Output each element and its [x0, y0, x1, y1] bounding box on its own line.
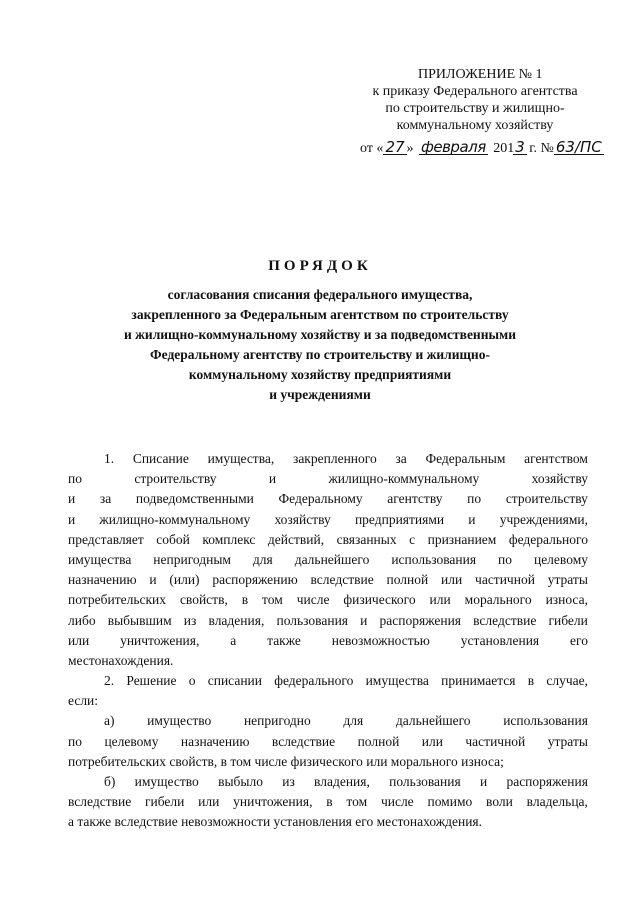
word: для [252, 551, 273, 567]
document-body [68, 449, 588, 833]
word: воли [486, 794, 513, 810]
word: установления [460, 632, 540, 648]
text-line [68, 570, 588, 590]
word: и [149, 572, 157, 588]
word: для [343, 713, 364, 729]
word: хозяйству [274, 511, 331, 527]
word: морального [464, 592, 532, 608]
word: свойств, [179, 592, 228, 608]
word: распоряжения [379, 612, 461, 628]
word: о [188, 673, 196, 689]
word: имущества [68, 551, 132, 567]
word: агентству [387, 491, 443, 507]
appendix-line-3: коммунальному хозяйству [396, 118, 554, 133]
text-line [68, 550, 588, 570]
word: собой [156, 531, 190, 547]
text-line [68, 671, 588, 691]
word: из [183, 612, 197, 628]
word: гибели [548, 612, 588, 628]
word: гибели [144, 794, 185, 810]
word: владения, [208, 612, 265, 628]
word: учреждениями, [499, 511, 588, 527]
word: а [230, 632, 237, 648]
subtitle-line: и жилищно-коммунальному хозяйству и за подведомственными [123, 327, 517, 342]
text-line-last [68, 691, 588, 711]
text-line [68, 772, 588, 792]
appendix-line-2: по строительству и жилищно- [385, 101, 565, 116]
word: и [479, 774, 488, 789]
word: или [429, 592, 451, 608]
word: утраты [547, 572, 588, 588]
word: строительству [134, 471, 217, 487]
word: Федеральным [425, 451, 506, 466]
word: б) [104, 774, 116, 789]
word: представляет [68, 531, 144, 547]
text-line [68, 732, 588, 752]
word: в [527, 673, 535, 689]
word: имущества [365, 673, 429, 689]
word: агентством [524, 451, 588, 466]
word: вследствие [473, 612, 537, 628]
word: дальнейшего [294, 551, 370, 567]
word: Списание [132, 451, 189, 466]
subtitle-line: закрепленного за Федеральным агентством по строительству [131, 307, 509, 322]
word: случае, [546, 673, 588, 689]
text-line-last [68, 752, 588, 772]
word: Решение [126, 673, 177, 689]
word: из [282, 774, 295, 789]
text-line [68, 792, 588, 812]
last-line-text: если: [68, 693, 99, 709]
last-line-text: местонахождения. [68, 652, 174, 668]
word: и [68, 491, 76, 507]
word: федерального [508, 531, 588, 547]
appendix-line-1: к приказу Федерального агентства [372, 84, 578, 99]
word: за [395, 451, 407, 466]
word: выбывшим [107, 612, 172, 628]
handwritten-order-number: 63/ПС [555, 138, 602, 156]
word: помимо [427, 794, 473, 810]
word: комплекс [202, 531, 256, 547]
word: списании [207, 673, 262, 689]
word: (или) [169, 572, 200, 588]
word: утраты [547, 733, 588, 749]
word: целевому [104, 733, 159, 749]
word: владения, [314, 774, 370, 789]
order-mid: » [406, 141, 414, 156]
word: за [99, 491, 112, 507]
word: дальнейшего [395, 713, 471, 729]
order-prefix: от « [360, 141, 384, 156]
text-line [68, 530, 588, 550]
word: Федеральному [278, 491, 363, 507]
word: невозможностью [331, 632, 430, 648]
word: или [421, 733, 443, 749]
word: имущество [134, 774, 199, 789]
word: распоряжения [506, 774, 588, 789]
word: распоряжению [212, 572, 298, 588]
word: либо [68, 612, 96, 628]
word: принимается [441, 673, 516, 689]
document-title: ПОРЯДОК [268, 258, 372, 274]
text-line-last [68, 651, 588, 671]
word: износа, [545, 592, 588, 608]
text-line [68, 590, 588, 610]
word: или [441, 572, 463, 588]
subtitle-line: Федеральному агентству по строительству и жилищно- [150, 347, 490, 362]
handwritten-day: 27 [385, 138, 405, 156]
word: уничтожения, [233, 794, 313, 810]
word: непригодным [153, 551, 231, 567]
word: хозяйству [531, 471, 588, 487]
word: физического [343, 592, 416, 608]
word: вследствие [310, 572, 374, 588]
word: в [326, 794, 333, 810]
paragraph-1 [68, 449, 588, 671]
word: связанных [336, 531, 397, 547]
subtitle-line: согласования списания федерального имущества, [167, 287, 473, 302]
word: закрепленного [292, 451, 377, 466]
handwritten-month: февраля [421, 138, 486, 156]
last-line-text: потребительских свойств, в том числе физического или морального износа; [68, 753, 504, 769]
word: и [268, 471, 277, 487]
text-line-last [68, 812, 588, 832]
word: жилищно-коммунальному [99, 511, 251, 527]
word: с [409, 531, 416, 547]
word: 2. [104, 673, 115, 689]
paragraph-2 [68, 671, 588, 711]
word: полной [386, 572, 429, 588]
word: выбыло [218, 774, 263, 789]
word: использования [391, 551, 477, 567]
word: числе [296, 592, 330, 608]
word: непригодно [243, 713, 311, 729]
word: подведомственными [135, 491, 254, 507]
word: том [262, 592, 283, 608]
word: или [198, 794, 220, 810]
word: числе [380, 794, 414, 810]
word: его [570, 632, 588, 648]
handwritten-year-digit: 3 [515, 138, 525, 156]
word: и [68, 511, 76, 527]
word: использования [503, 713, 588, 729]
word: федерального [274, 673, 354, 689]
subtitle-line: коммунальному хозяйству предприятиями [188, 367, 452, 382]
word: по [68, 471, 82, 487]
text-line [68, 611, 588, 631]
word: по [68, 733, 82, 749]
word: назначению [68, 572, 137, 588]
word: владельца, [526, 794, 588, 810]
text-line [68, 510, 588, 530]
word: также [267, 632, 301, 648]
word: вследствие [271, 733, 336, 749]
word: полной [357, 733, 400, 749]
word: и [468, 511, 476, 527]
text-line [68, 469, 588, 489]
word: действий, [267, 531, 325, 547]
word: вследствие [68, 794, 132, 810]
word: признанием [427, 531, 497, 547]
order-date-number [360, 138, 602, 157]
word: 1. [104, 451, 115, 466]
subtitle-line: и учреждениями [269, 387, 371, 402]
word: в [241, 592, 249, 608]
document-subtitle [90, 285, 550, 405]
word: по [467, 491, 482, 507]
word: жилищно-коммунальному [328, 471, 480, 487]
order-number-label: г. № [529, 141, 554, 156]
word: строительству [505, 491, 588, 507]
word: а) [104, 713, 115, 729]
word: том [346, 794, 368, 810]
text-line [68, 711, 588, 731]
word: имущество [147, 713, 212, 729]
text-line [68, 631, 588, 651]
word: назначению [180, 733, 250, 749]
appendix-title: ПРИЛОЖЕНИЕ № 1 [418, 67, 543, 82]
word: имущества, [207, 451, 275, 466]
word: целевому [533, 551, 588, 567]
word: частичной [475, 572, 535, 588]
word: по [498, 551, 513, 567]
order-year-prefix: 201 [493, 141, 515, 156]
word: и [360, 612, 368, 628]
paragraph-a [68, 711, 588, 772]
appendix-header [340, 66, 610, 134]
word: частичной [465, 733, 526, 749]
last-line-text: а также вследствие невозможности установления его местонахождения. [68, 814, 483, 830]
text-line [68, 489, 588, 509]
document-title-block [90, 258, 550, 405]
word: потребительских [68, 592, 167, 608]
paragraph-b [68, 772, 588, 833]
text-line [68, 449, 588, 469]
word: предприятиями [354, 511, 445, 527]
word: уничтожения, [120, 632, 200, 648]
word: пользования [276, 612, 349, 628]
word: пользования [389, 774, 461, 789]
word: или [68, 632, 90, 648]
